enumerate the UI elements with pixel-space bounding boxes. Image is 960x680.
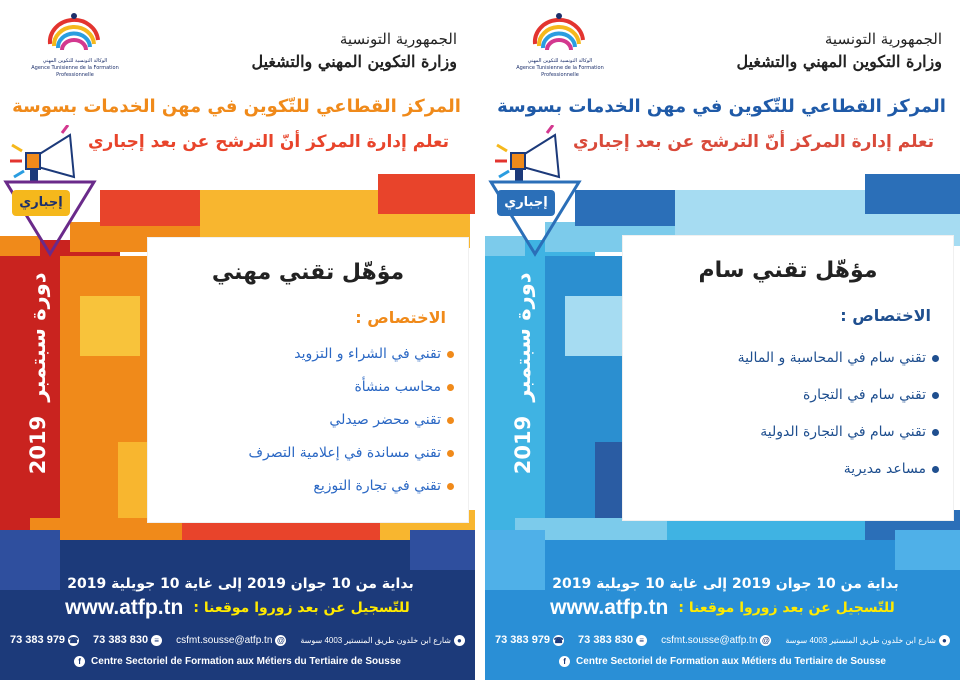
phone-item bbox=[495, 634, 564, 646]
register-row bbox=[20, 596, 455, 620]
fax-icon: ≡ bbox=[151, 635, 162, 646]
bg-block bbox=[410, 530, 475, 570]
center-name: المركز القطاعي للتّكوين في مهن الخدمات بسوسة bbox=[12, 96, 461, 117]
session-label bbox=[16, 270, 60, 480]
facebook-icon: f bbox=[74, 656, 85, 667]
online-application-notice: تعلم إدارة المركز أنّ الترشح عن بعد إجباري bbox=[572, 132, 935, 152]
atfp-logo bbox=[515, 10, 605, 90]
email-item bbox=[176, 635, 286, 646]
logo-caption-ar: الوكالة التونسية للتكوين المهني bbox=[527, 58, 593, 64]
bg-block bbox=[865, 174, 960, 214]
logo-caption bbox=[515, 58, 605, 79]
bullet-icon bbox=[932, 466, 939, 473]
specialty-heading: الاختصاص : bbox=[355, 308, 446, 327]
logo-caption-fr: Agence Tunisienne de la Formation Professionnelle bbox=[516, 65, 604, 78]
bullet-icon bbox=[447, 351, 454, 358]
session-label bbox=[501, 270, 545, 480]
specialty-list bbox=[631, 340, 939, 488]
qualification-card bbox=[148, 238, 468, 522]
bullet-icon bbox=[447, 483, 454, 490]
specialty-text: تقني محضر صيدلي bbox=[329, 412, 441, 428]
bullet-icon bbox=[932, 355, 939, 362]
phone-icon: ☎ bbox=[68, 635, 79, 645]
register-prompt: للتّسجيل عن بعد زوروا موقعنا : bbox=[193, 600, 410, 616]
qualification-title: مؤهّل تقني سام bbox=[698, 258, 878, 283]
bullet-icon bbox=[447, 384, 454, 391]
session-name: دورة سبتمبر bbox=[26, 272, 50, 402]
bullet-icon bbox=[932, 392, 939, 399]
ministry-name: وزارة التكوين المهني والتشغيل bbox=[736, 52, 942, 71]
address-item bbox=[300, 635, 465, 646]
facebook-icon: f bbox=[559, 656, 570, 667]
logo-caption-ar: الوكالة التونسية للتكوين المهني bbox=[42, 58, 108, 64]
government-heading bbox=[736, 28, 942, 74]
bg-block bbox=[565, 296, 625, 356]
bullet-icon bbox=[932, 429, 939, 436]
qualification-title: مؤهّل تقني مهني bbox=[211, 260, 405, 285]
website-link[interactable]: www.atfp.tn bbox=[550, 596, 669, 619]
session-year: 2019 bbox=[511, 415, 535, 475]
republic-name: الجمهورية التونسية bbox=[339, 30, 457, 48]
register-prompt: للتّسجيل عن بعد زوروا موقعنا : bbox=[678, 600, 895, 616]
specialty-item bbox=[156, 437, 454, 470]
email-icon: @ bbox=[277, 635, 285, 645]
contact-row bbox=[10, 634, 465, 646]
specialty-item bbox=[156, 470, 454, 503]
fax-number: 73 383 830 bbox=[93, 634, 149, 646]
email-item bbox=[661, 635, 771, 646]
mandatory-badge: إجباري bbox=[497, 190, 555, 216]
specialty-text: تقني سام في التجارة الدولية bbox=[760, 424, 926, 440]
facebook-row bbox=[0, 656, 475, 667]
phone-number: 73 383 979 bbox=[10, 634, 66, 646]
registration-dates: بداية من 10 جوان 2019 إلى غاية 10 جويلية 2019 bbox=[552, 576, 899, 592]
poster-senior-technician bbox=[485, 0, 960, 680]
website-link[interactable]: www.atfp.tn bbox=[65, 596, 184, 619]
session-year: 2019 bbox=[26, 415, 50, 475]
register-row bbox=[505, 596, 940, 620]
government-heading bbox=[251, 28, 457, 74]
logo-caption bbox=[30, 58, 120, 79]
phone-item bbox=[10, 634, 79, 646]
phone-number: 73 383 979 bbox=[495, 634, 551, 646]
online-application-notice: تعلم إدارة المركز أنّ الترشح عن بعد إجباري bbox=[87, 132, 450, 152]
facebook-page-name[interactable]: Centre Sectoriel de Formation aux Métiers du Tertiaire de Sousse bbox=[91, 656, 401, 667]
address-text: شارع ابن خلدون طريق المنستير 4003 سوسة bbox=[300, 635, 451, 645]
specialty-text: تقني في الشراء و التزويد bbox=[294, 346, 441, 362]
specialty-item bbox=[631, 414, 939, 451]
specialty-text: مساعد مديرية bbox=[843, 461, 926, 477]
address-item bbox=[785, 635, 950, 646]
specialty-text: محاسب منشأة bbox=[354, 379, 441, 395]
atfp-logo bbox=[30, 10, 120, 90]
specialty-item bbox=[631, 340, 939, 377]
poster-technician-professional bbox=[0, 0, 475, 680]
logo-caption-fr: Agence Tunisienne de la Formation Professionnelle bbox=[31, 65, 119, 78]
logo-rings-icon bbox=[527, 10, 591, 58]
email-text[interactable]: csfmt.sousse@atfp.tn bbox=[176, 634, 273, 646]
specialty-list bbox=[156, 338, 454, 503]
specialty-item bbox=[156, 404, 454, 437]
email-text[interactable]: csfmt.sousse@atfp.tn bbox=[661, 634, 758, 646]
specialty-item bbox=[631, 451, 939, 488]
bullet-icon bbox=[447, 417, 454, 424]
specialty-item bbox=[631, 377, 939, 414]
logo-rings-icon bbox=[42, 10, 106, 58]
bullet-icon bbox=[447, 450, 454, 457]
fax-number: 73 383 830 bbox=[578, 634, 634, 646]
specialty-item bbox=[156, 371, 454, 404]
specialty-text: تقني سام في التجارة bbox=[802, 387, 926, 403]
email-icon: @ bbox=[762, 635, 770, 645]
registration-dates: بداية من 10 جوان 2019 إلى غاية 10 جويلية 2019 bbox=[67, 576, 414, 592]
specialty-text: تقني سام في المحاسبة و المالية bbox=[737, 350, 926, 366]
fax-item bbox=[578, 634, 647, 646]
specialty-text: تقني في تجارة التوزيع bbox=[313, 478, 441, 494]
bg-block bbox=[378, 174, 475, 214]
ministry-name: وزارة التكوين المهني والتشغيل bbox=[251, 52, 457, 71]
phone-icon: ☎ bbox=[553, 635, 564, 645]
specialty-heading: الاختصاص : bbox=[840, 306, 931, 325]
republic-name: الجمهورية التونسية bbox=[824, 30, 942, 48]
fax-icon: ≡ bbox=[636, 635, 647, 646]
contact-row bbox=[495, 634, 950, 646]
location-icon: ● bbox=[939, 635, 950, 646]
mandatory-badge: إجباري bbox=[12, 190, 70, 216]
bg-block bbox=[895, 530, 960, 570]
facebook-row bbox=[485, 656, 960, 667]
facebook-page-name[interactable]: Centre Sectoriel de Formation aux Métiers du Tertiaire de Sousse bbox=[576, 656, 886, 667]
fax-item bbox=[93, 634, 162, 646]
bg-block bbox=[80, 296, 140, 356]
qualification-card bbox=[623, 236, 953, 520]
location-icon: ● bbox=[454, 635, 465, 646]
specialty-item bbox=[156, 338, 454, 371]
address-text: شارع ابن خلدون طريق المنستير 4003 سوسة bbox=[785, 635, 936, 645]
specialty-text: تقني مساندة في إعلامية التصرف bbox=[248, 445, 441, 461]
session-name: دورة سبتمبر bbox=[511, 272, 535, 402]
center-name: المركز القطاعي للتّكوين في مهن الخدمات بسوسة bbox=[497, 96, 946, 117]
